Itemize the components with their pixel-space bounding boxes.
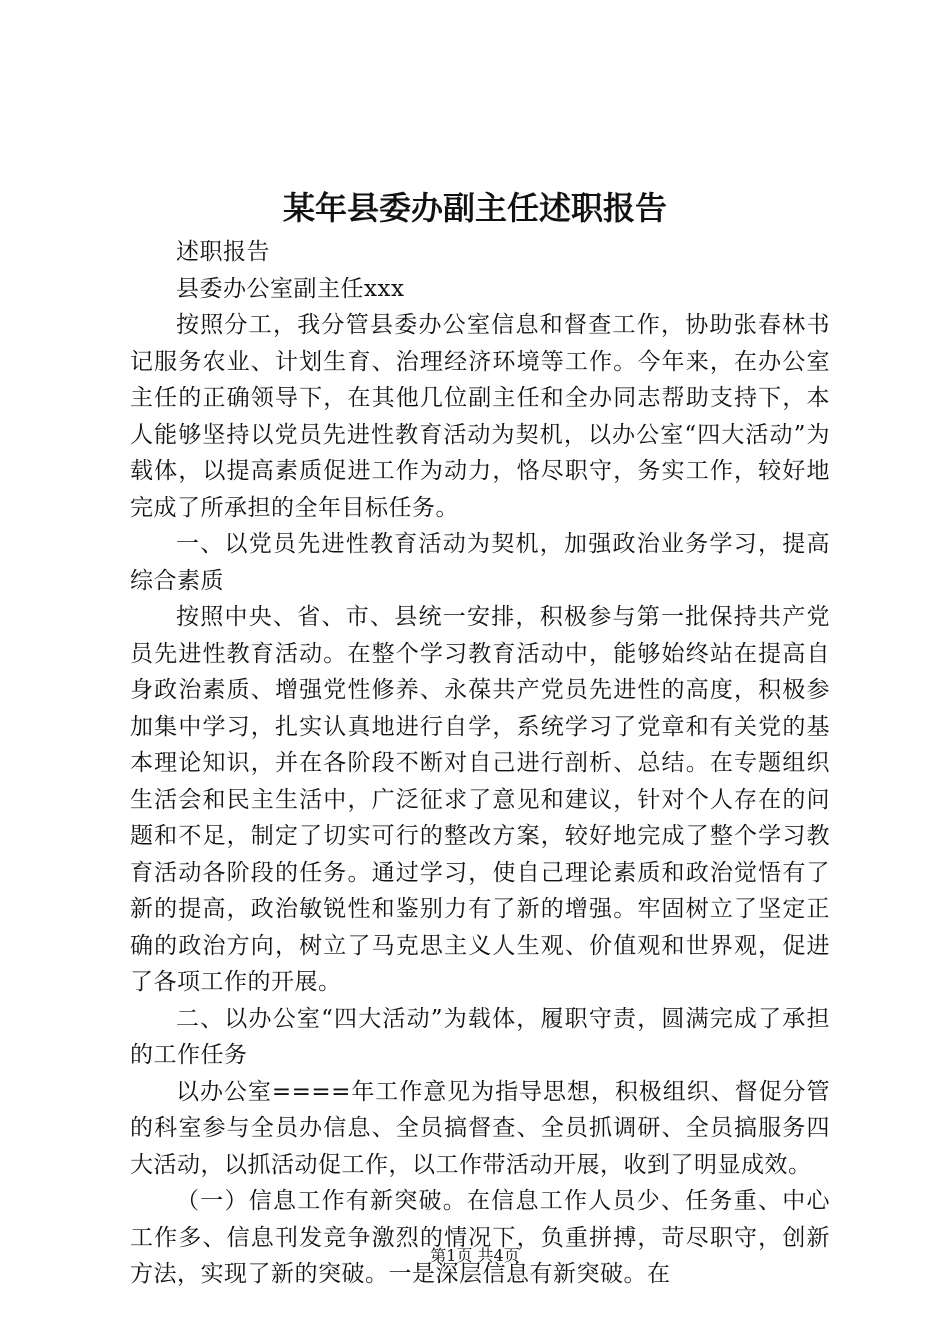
section-heading-2: 二、以办公室“四大活动”为载体，履职守责，圆满完成了承担的工作任务 <box>130 1005 830 1068</box>
paragraph-section-2: 以办公室====年工作意见为指导思想，积极组织、督促分管的科室参与全员办信息、全员搞督查、全员抓调研、全员搞服务四大活动，以抓活动促工作，以工作带活动开展，收到了明显成效。 <box>130 1078 830 1178</box>
document-body <box>130 234 830 1293</box>
paragraph-heading-label: 述职报告 <box>176 239 270 265</box>
paragraph-intro: 按照分工，我分管县委办公室信息和督查工作，协助张春林书记服务农业、计划生育、治理经济环境等工作。今年来，在办公室主任的正确领导下，在其他几位副主任和全办同志帮助支持下，本人能够坚持以党员先进性教育活动为契机，以办公室“四大活动”为载体，以提高素质促进工作为动力，恪尽职守，务实工作，较好地完成了所承担的全年目标任务。 <box>130 312 830 521</box>
paragraph-subsection-1: （一）信息工作有新突破。在信息工作人员少、任务重、中心工作多、信息刊发竞争激烈的情况下，负重拼搏，苛尽职守，创新方法，实现了新的突破。一是深层信息有新突破。在 <box>130 1188 830 1287</box>
paragraph-author: 县委办公室副主任xxx <box>176 275 405 302</box>
paragraph-section-1: 按照中央、省、市、县统一安排，积极参与第一批保持共产党员先进性教育活动。在整个学习教育活动中，能够始终站在提高自身政治素质、增强党性修养、永葆共产党员先进性的高度，积极参加集中学习，扎实认真地进行自学，系统学习了党章和有关党的基本理论知识，并在各阶段不断对自己进行剖析、总结。在专题组织生活会和民主生活中，广泛征求了意见和建议，针对个人存在的问题和不足，制定了切实可行的整改方案，较好地完成了整个学习教育活动各阶段的任务。通过学习，使自己理论素质和政治觉悟有了新的提高，政治敏锐性和鉴别力有了新的增强。牢固树立了坚定正确的政治方向，树立了马克思主义人生观、价值观和世界观，促进了各项工作的开展。 <box>130 604 830 995</box>
page-footer: 第1页 共4页 <box>430 1246 520 1265</box>
document-title: 某年县委办副主任述职报告 <box>282 189 667 227</box>
section-heading-1: 一、以党员先进性教育活动为契机，加强政治业务学习，提高综合素质 <box>130 531 830 594</box>
